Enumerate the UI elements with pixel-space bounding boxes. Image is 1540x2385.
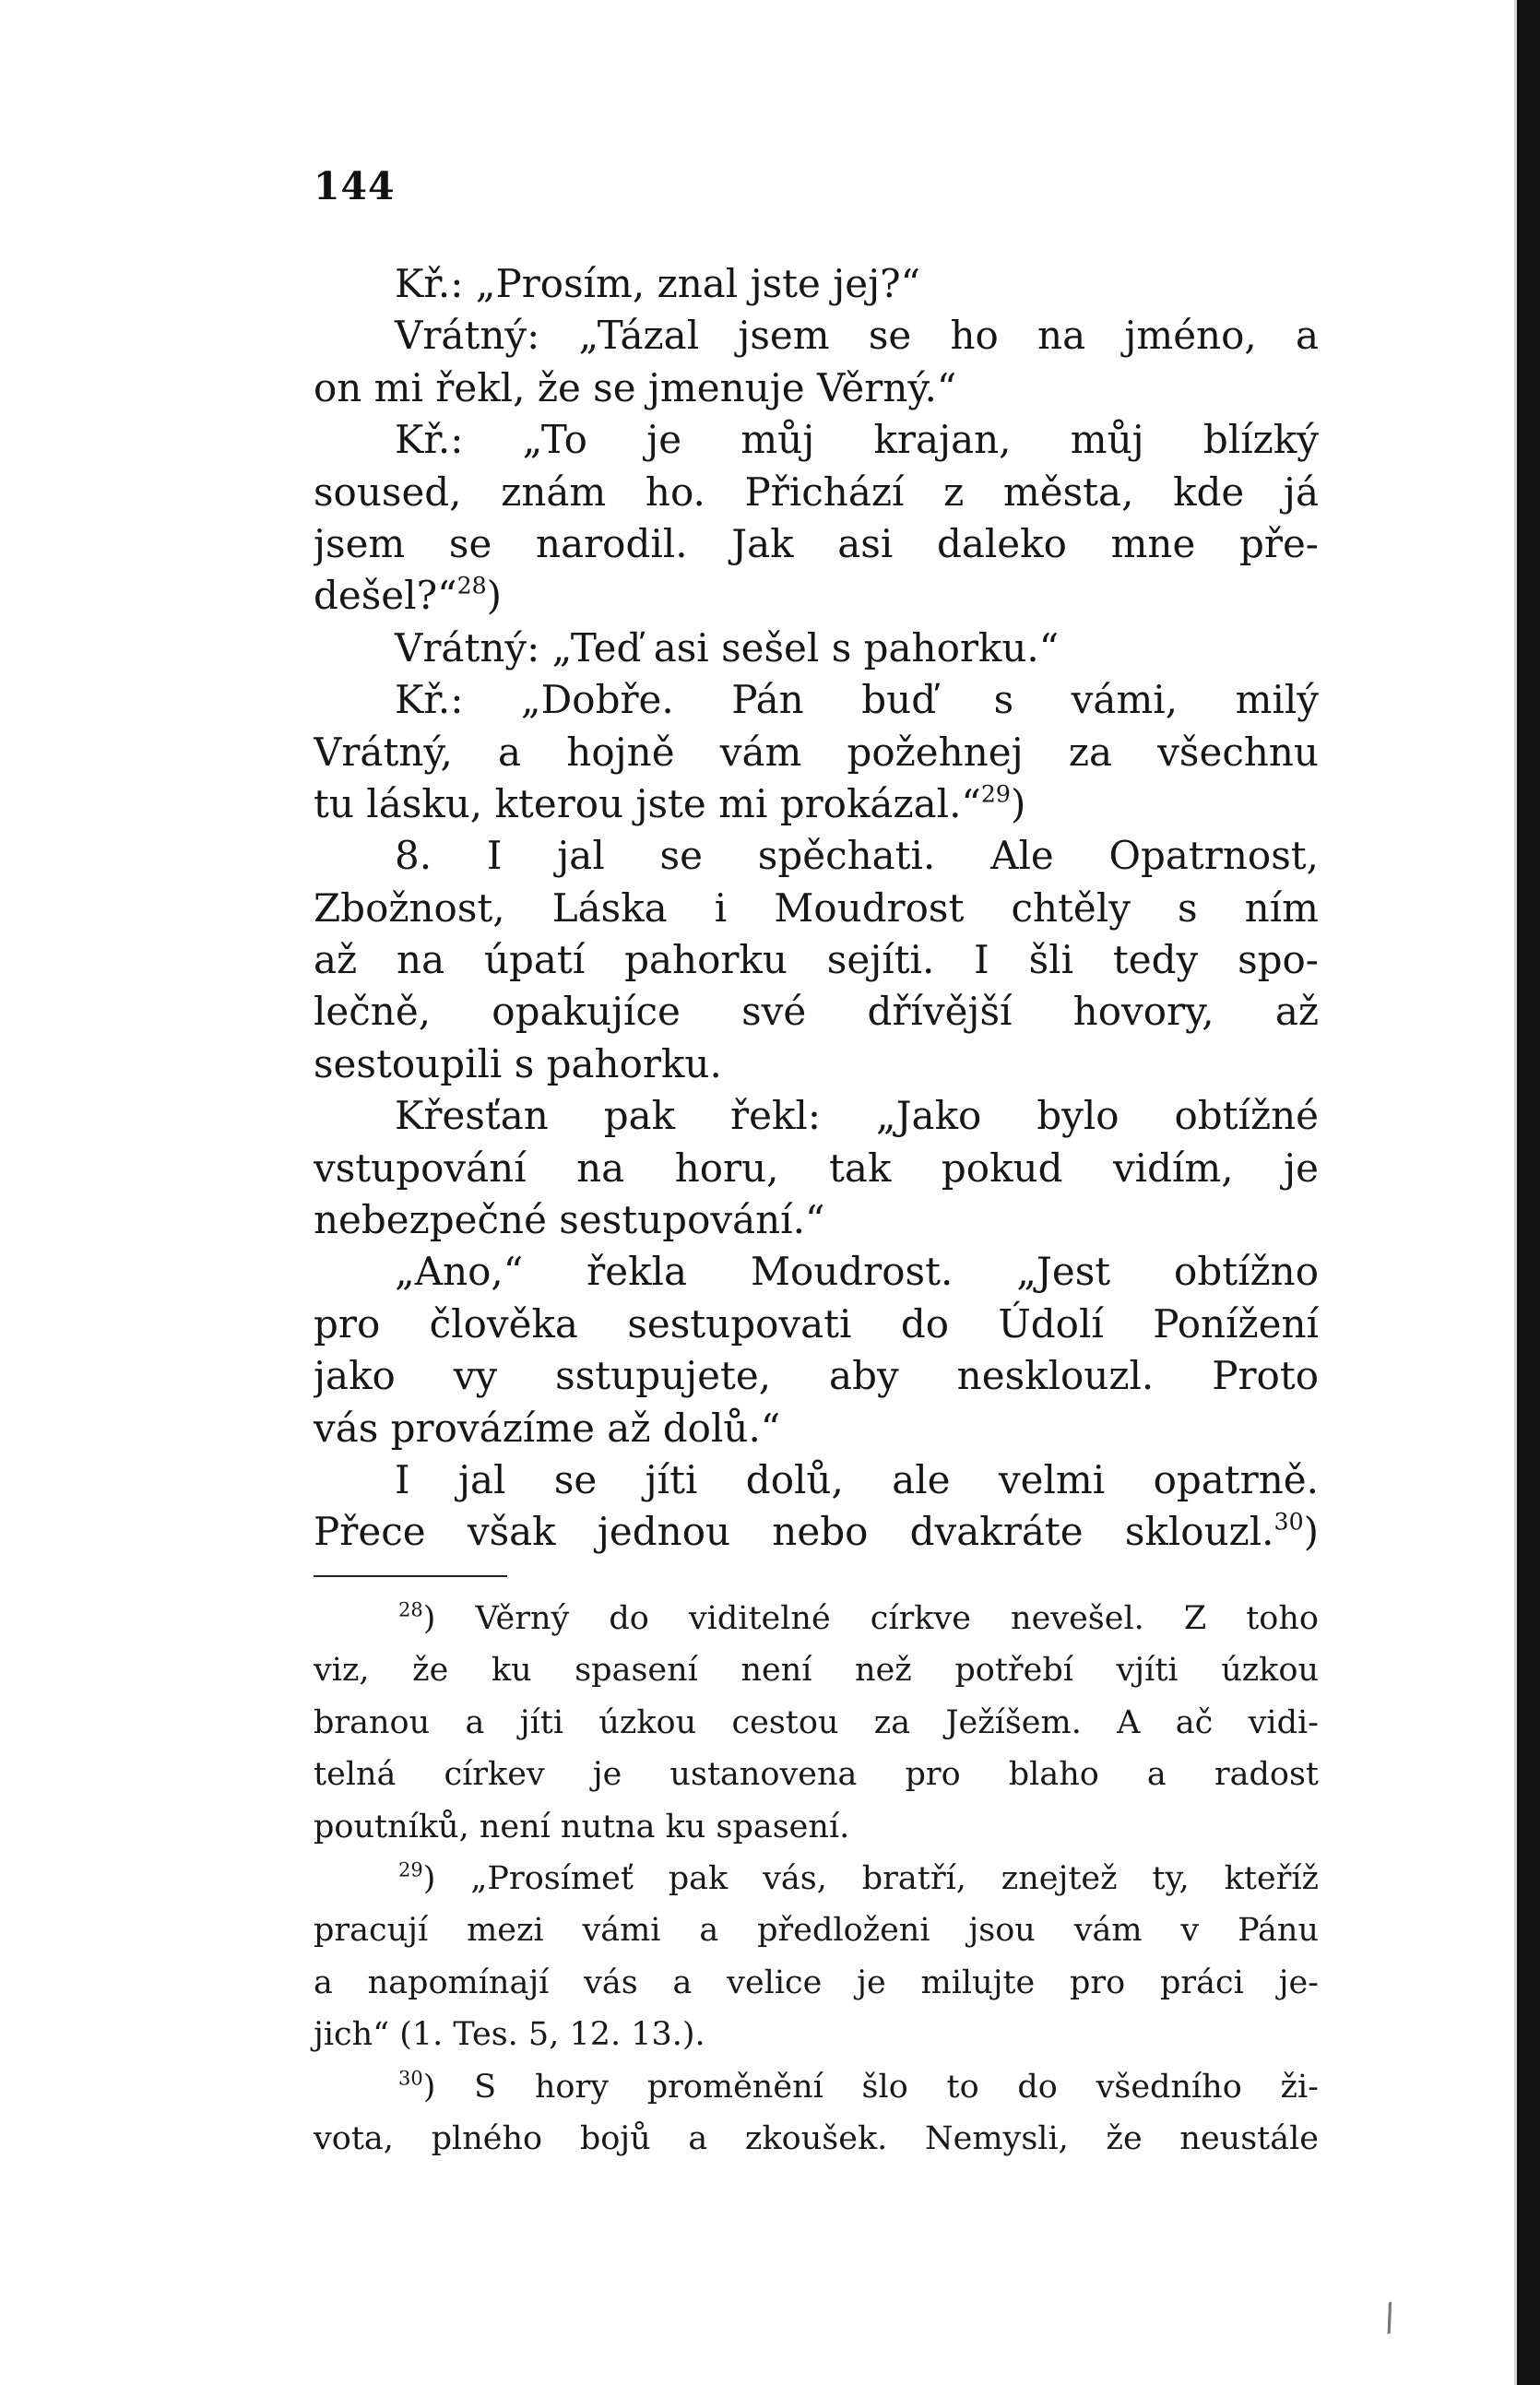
text-line [314,830,1319,882]
footnote-number: 28 [398,1598,423,1621]
text-line [314,1454,1319,1506]
line-text: tu lásku, kterou jste mi prokázal.“ [314,780,981,826]
text-line [314,414,1319,466]
line-text: vota, plného bojů a zkoušek. Nemysli, že neustále [314,2119,1319,2157]
text-line [314,1350,1319,1402]
line-text: a napomínají vás a velice je milujte pro práci je- [314,1964,1319,2001]
line-text: Vrátný: „Teď asi sešel s pahorku.“ [395,624,1060,670]
line-text: soused, znám ho. Přichází z města, kde já [314,469,1319,515]
footnote-line [314,1856,1319,1907]
line-text: lečně, opakujíce své dřívější hovory, až [314,989,1319,1035]
footnote-line [314,1751,1319,1803]
footnote-text: ) S hory proměnění šlo to do všedního ži- [422,2068,1319,2106]
line-text: jsem se narodil. Jak asi daleko mne pře- [314,520,1319,566]
line-text: dešel?“ [314,573,457,619]
footnote-line [314,1804,1319,1856]
text-line [314,883,1319,934]
line-text: Kř.: „To je můj krajan, můj blízký [395,417,1319,463]
text-line [314,1090,1319,1142]
footnote-line [314,1907,1319,1959]
footnote-number: 29 [398,1858,423,1881]
footnote-line [314,1647,1319,1699]
text-line [314,674,1319,726]
footnote-number: 30 [398,2066,423,2089]
line-text: Kř.: „Dobře. Pán buď s vámi, milý [395,677,1319,723]
footnotes [314,1596,1319,2167]
text-line [314,1299,1319,1350]
page-number: 144 [314,164,396,208]
footnote-reference: 28 [456,572,487,599]
text-line [314,1143,1319,1194]
body-text [314,258,1319,1559]
line-text: branou a jíti úzkou cestou za Ježíšem. A ač vidi- [314,1703,1319,1741]
line-text: Vrátný, a hojně vám požehnej za všechnu [314,729,1319,775]
line-text: jich“ (1. Tes. 5, 12. 13.). [314,2016,705,2054]
line-text: Křesťan pak řekl: „Jako bylo obtížné [395,1093,1319,1139]
footnote-reference: 30 [1273,1509,1304,1536]
footnote-line [314,2064,1319,2116]
text-line [314,570,1319,622]
text-line [314,467,1319,518]
line-text: pracují mezi vámi a předloženi jsou vám v Pánu [314,1912,1319,1950]
text-line [314,1246,1319,1298]
text-line [314,778,1319,830]
text-line [314,362,1319,414]
footnote-line [314,1960,1319,2011]
text-line [314,986,1319,1038]
line-text: Zbožnost, Láska i Moudrost chtěly s ním [314,884,1319,931]
line-text: poutníků, není nutna ku spasení. [314,1808,850,1845]
footnote-line [314,1700,1319,1751]
text-line [314,1403,1319,1454]
line-text: sestoupili s pahorku. [314,1040,722,1086]
line-text: I jal se jíti dolů, ale velmi opatrně. [395,1456,1319,1502]
text-line [314,623,1319,674]
line-text: až na úpatí pahorku sejíti. I šli tedy spo- [314,937,1319,983]
text-line [314,310,1319,362]
line-text: viz, že ku spasení není než potřebí vjíti úzkou [314,1652,1319,1690]
line-text: on mi řekl, že se jmenuje Věrný.“ [314,364,957,410]
footnote-paren: ) [1303,1509,1319,1555]
line-text: pro člověka sestupovati do Údolí Ponížení [314,1300,1319,1347]
footnote-text: ) Věrný do viditelné církve nevešel. Z toho [422,1600,1319,1637]
line-text: vstupování na horu, tak pokud vidím, je [314,1145,1319,1191]
line-text: jako vy sstupujete, aby nesklouzl. Proto [314,1353,1319,1399]
pencil-mark: / [1378,2296,1402,2340]
text-line [314,934,1319,986]
text-line [314,1038,1319,1090]
footnote-reference: 29 [980,780,1011,808]
text-line [314,1194,1319,1246]
footnote-paren: ) [1010,780,1026,826]
line-text: Přece však jednou nebo dvakráte sklouzl. [314,1509,1274,1555]
footnote-line [314,2116,1319,2167]
footnote-separator [314,1575,507,1577]
line-text: „Ano,“ řekla Moudrost. „Jest obtížno [395,1249,1319,1295]
line-text: 8. I jal se spěchati. Ale Opatrnost, [395,833,1319,879]
footnote-text: ) „Prosímeť pak vás, bratří, znejtež ty, kteříž [422,1859,1319,1897]
text-line [314,518,1319,570]
text-line [314,258,1319,310]
line-text: telná církev je ustanovena pro blaho a radost [314,1756,1319,1794]
footnote-line [314,2011,1319,2063]
text-line [314,727,1319,778]
page-edge-shadow [1517,0,1540,2385]
text-line [314,1506,1319,1558]
line-text: nebezpečné sestupování.“ [314,1197,825,1243]
line-text: vás provázíme až dolů.“ [314,1405,781,1451]
line-text: Kř.: „Prosím, znal jste jej?“ [395,261,921,306]
footnote-line [314,1596,1319,1647]
footnote-paren: ) [486,573,503,619]
line-text: Vrátný: „Tázal jsem se ho na jméno, a [395,313,1319,359]
